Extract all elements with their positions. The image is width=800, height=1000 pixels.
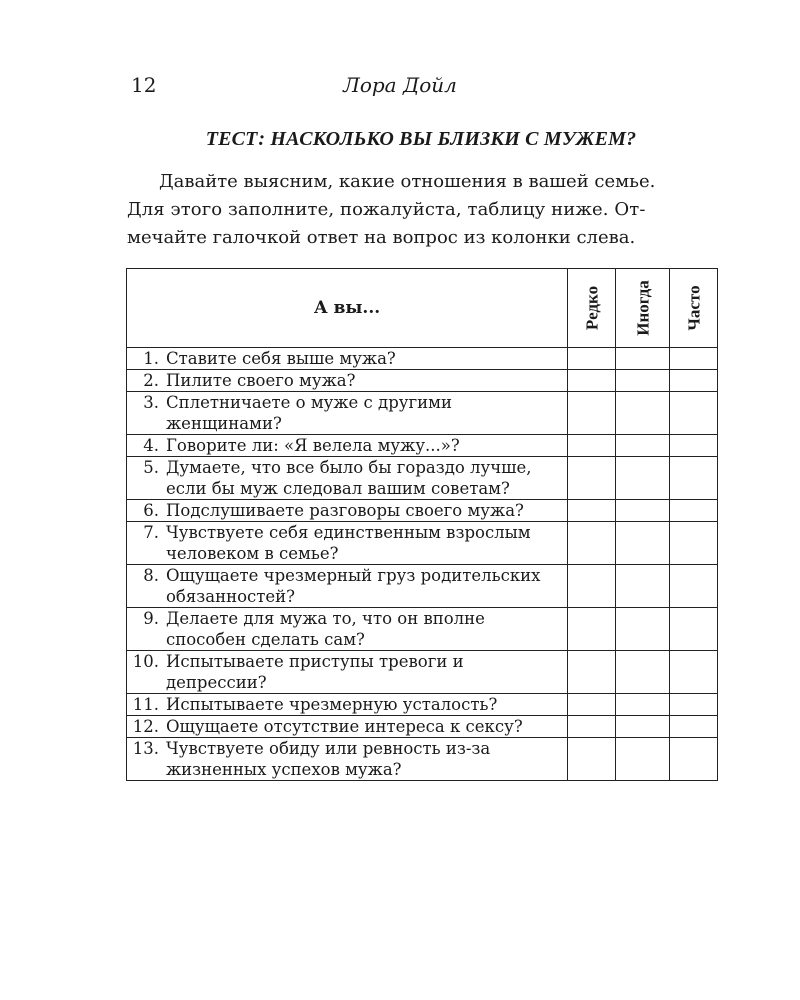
intro-paragraph	[127, 168, 717, 252]
answer-rarely-cell[interactable]	[568, 348, 616, 370]
answer-sometimes-cell[interactable]	[616, 694, 670, 716]
answer-often-cell[interactable]	[670, 500, 718, 522]
answer-rarely-cell[interactable]	[568, 370, 616, 392]
answer-often-cell[interactable]	[670, 348, 718, 370]
answer-often-cell[interactable]	[670, 565, 718, 608]
question-cell	[127, 651, 568, 694]
question-number: 9.	[143, 609, 159, 628]
question-text: Думаете, что все было бы гораздо лучше, если бы муж следовал вашим советам?	[166, 458, 532, 498]
question-cell	[127, 348, 568, 370]
question-number: 10.	[132, 652, 159, 671]
question-item	[127, 522, 567, 564]
question-text: Делаете для мужа то, что он вполне способен сделать сам?	[166, 609, 485, 649]
question-item	[127, 348, 567, 369]
answer-sometimes-cell[interactable]	[616, 651, 670, 694]
table-row	[127, 651, 718, 694]
answer-often-cell[interactable]	[670, 435, 718, 457]
answer-sometimes-cell[interactable]	[616, 457, 670, 500]
question-cell	[127, 522, 568, 565]
page-number: 12	[131, 73, 157, 97]
question-text: Чувствуете себя единственным взрослым человеком в семье?	[166, 523, 531, 563]
question-text: Подслушиваете разговоры своего мужа?	[166, 501, 524, 520]
answer-often-cell[interactable]	[670, 608, 718, 651]
question-text: Пилите своего мужа?	[166, 371, 356, 390]
question-item	[127, 716, 567, 737]
question-cell	[127, 370, 568, 392]
question-item	[127, 651, 567, 693]
table-row	[127, 370, 718, 392]
question-number: 7.	[143, 523, 159, 542]
question-number: 13.	[132, 739, 159, 758]
table-row	[127, 738, 718, 781]
intro-line: Для этого заполните, пожалуйста, таблицу ниже. От-	[127, 199, 646, 220]
column-header-sometimes	[616, 269, 670, 348]
table-row	[127, 716, 718, 738]
question-item	[127, 565, 567, 607]
table-row	[127, 565, 718, 608]
intro-line: Давайте выясним, какие отношения в вашей семье.	[159, 171, 656, 192]
table-row	[127, 522, 718, 565]
question-cell	[127, 435, 568, 457]
question-number: 2.	[143, 371, 159, 390]
column-header-often	[670, 269, 718, 348]
table-row	[127, 392, 718, 435]
answer-sometimes-cell[interactable]	[616, 500, 670, 522]
question-text: Ощущаете чрезмерный груз родительских обязанностей?	[166, 566, 541, 606]
table-row	[127, 608, 718, 651]
answer-often-cell[interactable]	[670, 738, 718, 781]
column-header-label: Часто	[684, 285, 703, 331]
question-text: Ощущаете отсутствие интереса к сексу?	[166, 717, 523, 736]
question-cell	[127, 738, 568, 781]
answer-rarely-cell[interactable]	[568, 651, 616, 694]
table-row	[127, 500, 718, 522]
question-number: 6.	[143, 501, 159, 520]
answer-rarely-cell[interactable]	[568, 738, 616, 781]
answer-sometimes-cell[interactable]	[616, 348, 670, 370]
answer-sometimes-cell[interactable]	[616, 522, 670, 565]
question-cell	[127, 716, 568, 738]
answer-sometimes-cell[interactable]	[616, 608, 670, 651]
question-item	[127, 738, 567, 780]
question-cell	[127, 694, 568, 716]
answer-sometimes-cell[interactable]	[616, 370, 670, 392]
answer-rarely-cell[interactable]	[568, 716, 616, 738]
question-cell	[127, 500, 568, 522]
question-text: Сплетничаете о муже с другими женщинами?	[166, 393, 452, 433]
answer-often-cell[interactable]	[670, 457, 718, 500]
intro-line: мечайте галочкой ответ на вопрос из колонки слева.	[127, 227, 636, 248]
question-cell	[127, 392, 568, 435]
answer-rarely-cell[interactable]	[568, 694, 616, 716]
question-item	[127, 608, 567, 650]
question-text: Ставите себя выше мужа?	[166, 349, 396, 368]
test-title: ТЕСТ: НАСКОЛЬКО ВЫ БЛИЗКИ С МУЖЕМ?	[205, 128, 637, 150]
answer-rarely-cell[interactable]	[568, 457, 616, 500]
question-number: 3.	[143, 393, 159, 412]
table-row	[127, 348, 718, 370]
question-number: 1.	[143, 349, 159, 368]
column-header-rarely	[568, 269, 616, 348]
answer-rarely-cell[interactable]	[568, 392, 616, 435]
table-row	[127, 457, 718, 500]
question-number: 8.	[143, 566, 159, 585]
table-row	[127, 435, 718, 457]
question-column-header: А вы...	[127, 269, 568, 348]
answer-rarely-cell[interactable]	[568, 565, 616, 608]
answer-sometimes-cell[interactable]	[616, 716, 670, 738]
answer-often-cell[interactable]	[670, 694, 718, 716]
question-cell	[127, 608, 568, 651]
question-text: Чувствуете обиду или ревность из-за жизненных успехов мужа?	[166, 739, 491, 779]
column-header-label: Редко	[582, 285, 601, 331]
answer-often-cell[interactable]	[670, 392, 718, 435]
answer-often-cell[interactable]	[670, 716, 718, 738]
running-head-author: Лора Дойл	[343, 73, 457, 97]
quiz-header-row	[127, 269, 718, 348]
answer-often-cell[interactable]	[670, 522, 718, 565]
question-number: 4.	[143, 436, 159, 455]
answer-sometimes-cell[interactable]	[616, 435, 670, 457]
answer-often-cell[interactable]	[670, 370, 718, 392]
answer-sometimes-cell[interactable]	[616, 738, 670, 781]
quiz-table	[126, 268, 718, 781]
answer-sometimes-cell[interactable]	[616, 392, 670, 435]
question-cell	[127, 457, 568, 500]
answer-rarely-cell[interactable]	[568, 500, 616, 522]
question-item	[127, 694, 567, 715]
question-item	[127, 500, 567, 521]
table-row	[127, 694, 718, 716]
answer-rarely-cell[interactable]	[568, 435, 616, 457]
answer-rarely-cell[interactable]	[568, 522, 616, 565]
question-text: Говорите ли: «Я велела мужу...»?	[166, 436, 460, 455]
question-text: Испытываете чрезмерную усталость?	[166, 695, 498, 714]
answer-sometimes-cell[interactable]	[616, 565, 670, 608]
question-item	[127, 457, 567, 499]
question-number: 5.	[143, 458, 159, 477]
answer-rarely-cell[interactable]	[568, 608, 616, 651]
quiz-body	[127, 348, 718, 781]
question-text: Испытываете приступы тревоги и депрессии?	[166, 652, 464, 692]
question-item	[127, 392, 567, 434]
answer-often-cell[interactable]	[670, 651, 718, 694]
question-number: 12.	[132, 717, 159, 736]
column-header-label: Иногда	[633, 280, 652, 336]
question-item	[127, 435, 567, 456]
question-item	[127, 370, 567, 391]
question-number: 11.	[132, 695, 159, 714]
question-cell	[127, 565, 568, 608]
